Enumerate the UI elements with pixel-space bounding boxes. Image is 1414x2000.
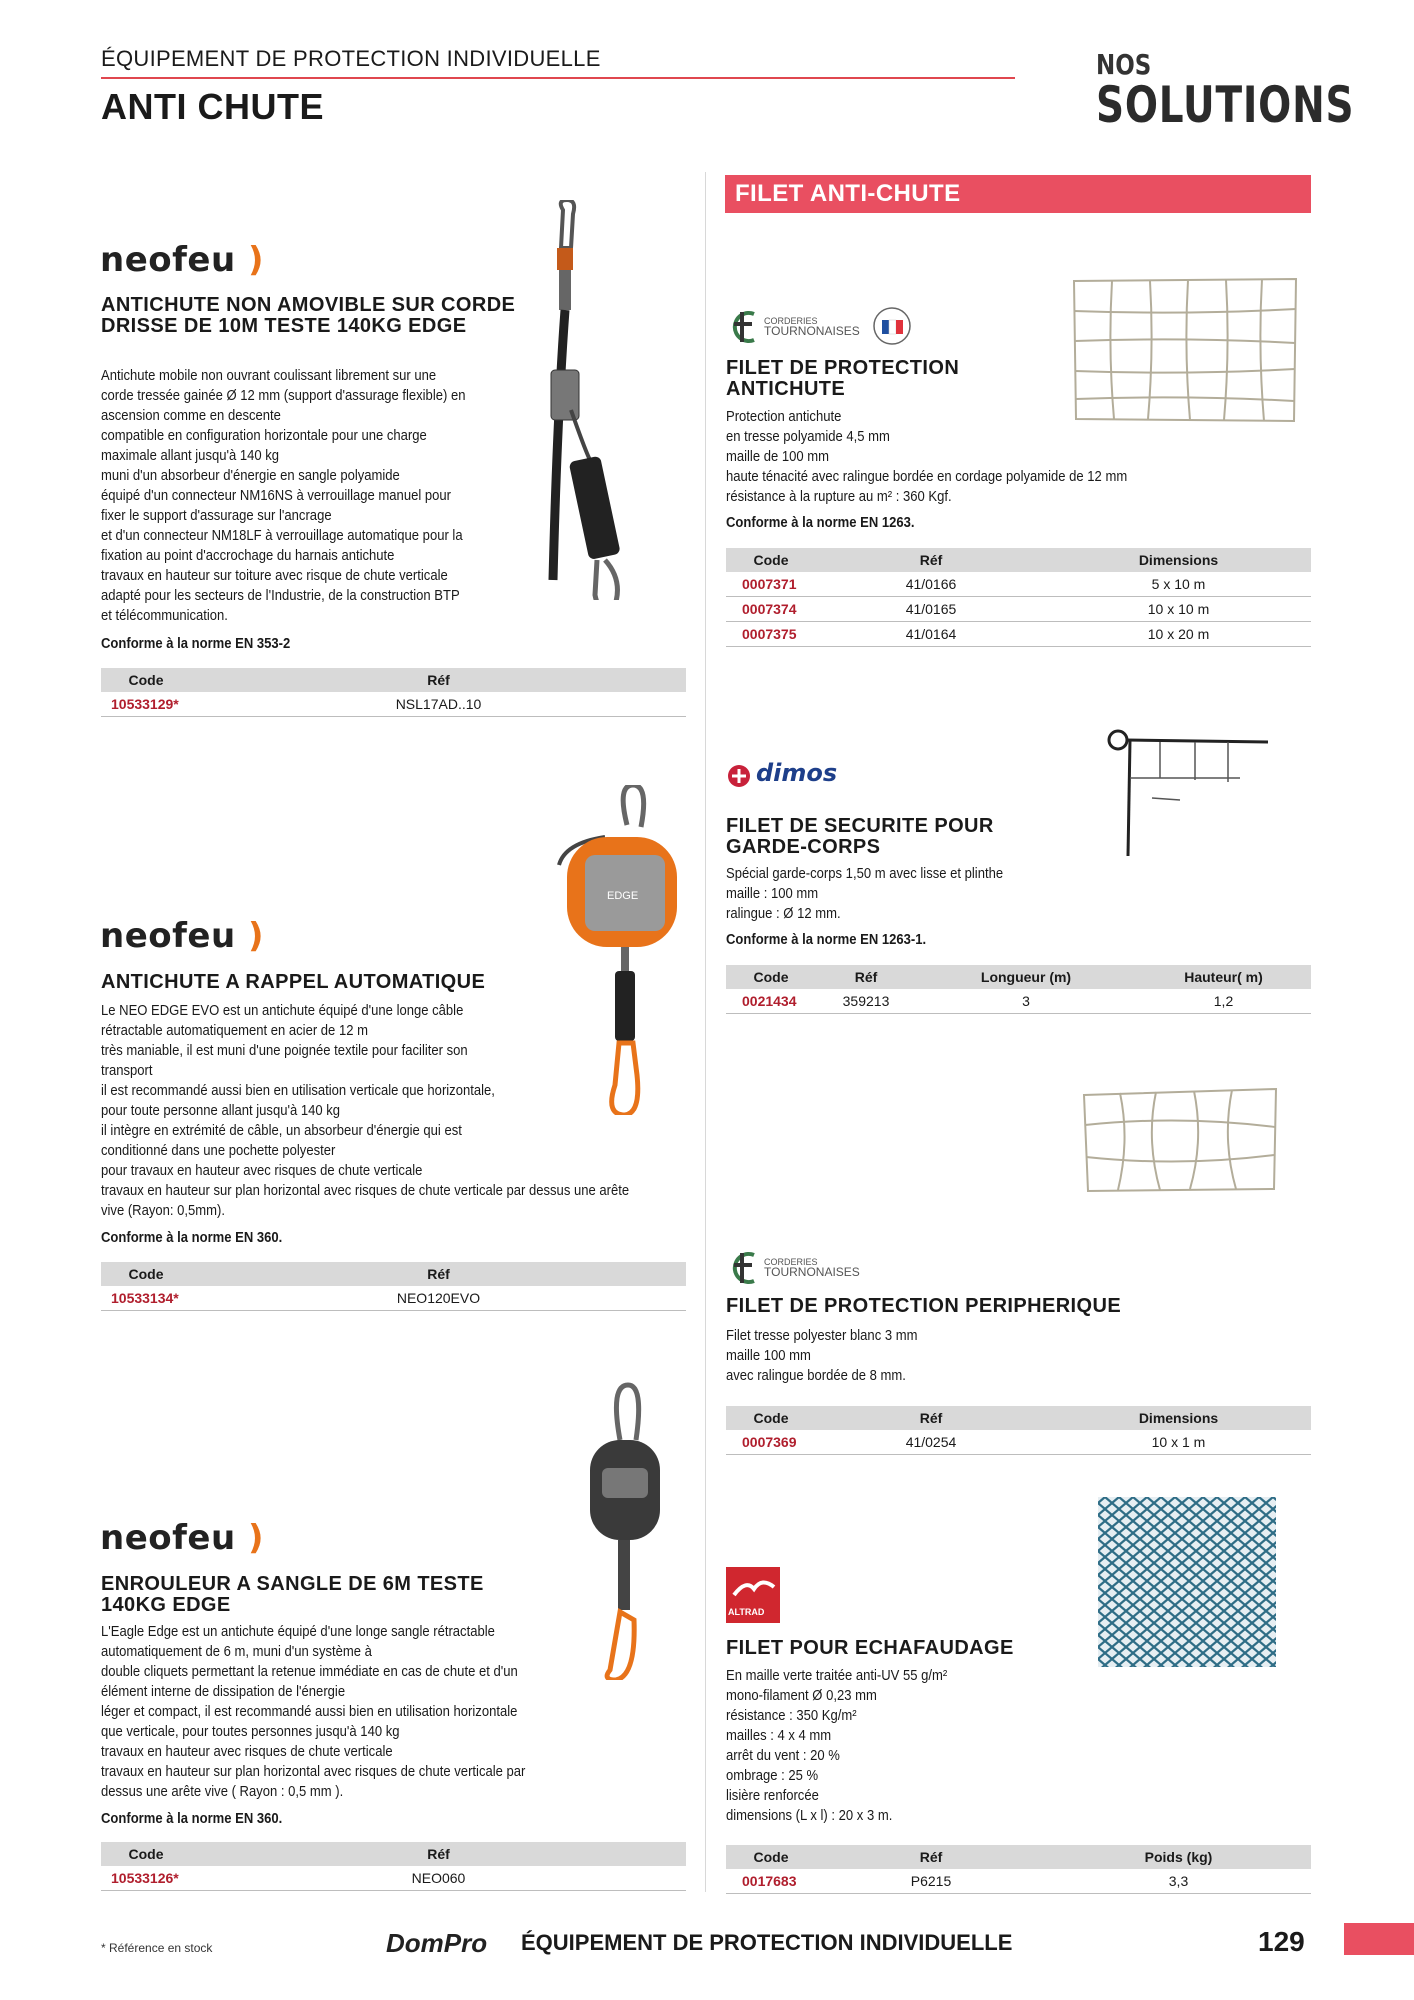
col-header: Réf bbox=[816, 1406, 1046, 1430]
description-line: léger et compact, il est recommandé aussi bien en utilisation horizontale bbox=[101, 1704, 518, 1720]
product-code[interactable]: 0021434 bbox=[726, 989, 816, 1014]
table-row bbox=[101, 1286, 686, 1311]
product-weight: 3,3 bbox=[1046, 1869, 1311, 1894]
neofeu-logo: neofeu ) bbox=[100, 1518, 265, 1558]
description-line: Filet tresse polyester blanc 3 mm bbox=[726, 1328, 918, 1344]
col-header: Code bbox=[726, 1406, 816, 1430]
description-line: dessus une arête vive ( Rayon : 0,5 mm ). bbox=[101, 1784, 344, 1800]
description-line: il est recommandé aussi bien en utilisation verticale que horizontale, bbox=[101, 1083, 495, 1099]
column-divider bbox=[705, 172, 706, 1892]
description-line: corde tressée gainée Ø 12 mm (support d'assurage flexible) en bbox=[101, 388, 466, 404]
col-header: Hauteur( m) bbox=[1136, 965, 1311, 989]
product-norm: Conforme à la norme EN 1263. bbox=[726, 515, 915, 531]
col-header: Code bbox=[101, 668, 191, 692]
product-ref: P6215 bbox=[816, 1869, 1046, 1894]
col-header: Réf bbox=[816, 965, 916, 989]
product-length: 3 bbox=[916, 989, 1136, 1014]
description-line: résistance : 350 Kg/m² bbox=[726, 1708, 857, 1724]
dompro-logo: DomPro bbox=[386, 1928, 488, 1958]
footer-category: ÉQUIPEMENT DE PROTECTION INDIVIDUELLE bbox=[521, 1930, 1013, 1955]
col-header: Réf bbox=[816, 548, 1046, 572]
description-line: maille : 100 mm bbox=[726, 886, 819, 902]
description-line: très maniable, il est muni d'une poignée textile pour faciliter son bbox=[101, 1043, 468, 1059]
description-line: mono-filament Ø 0,23 mm bbox=[726, 1688, 877, 1704]
col-header: Dimensions bbox=[1046, 1406, 1311, 1430]
table-row bbox=[726, 597, 1311, 622]
product-description bbox=[726, 407, 1158, 507]
page-title: ANTI CHUTE bbox=[101, 86, 324, 127]
description-line: travaux en hauteur avec risques de chute verticale bbox=[101, 1744, 393, 1760]
description-line: il intègre en extrémité de câble, un absorbeur d'énergie qui est bbox=[101, 1123, 462, 1139]
description-line: mailles : 4 x 4 mm bbox=[726, 1728, 832, 1744]
product-description bbox=[726, 1326, 1068, 1386]
peripheral-net-image bbox=[1080, 1085, 1280, 1195]
product-description bbox=[726, 864, 1068, 924]
table-row bbox=[101, 692, 686, 717]
product-code[interactable]: 10533126* bbox=[101, 1866, 191, 1891]
product-title: FILET POUR ECHAFAUDAGE bbox=[726, 1637, 1014, 1659]
description-line: haute ténacité avec ralingue bordée en cordage polyamide de 12 mm bbox=[726, 469, 1128, 485]
description-line: transport bbox=[101, 1063, 153, 1079]
description-line: double cliquets permettant la retenue immédiate en cas de chute et d'un bbox=[101, 1664, 518, 1680]
description-line: pour toute personne allant jusqu'à 140 kg bbox=[101, 1103, 341, 1119]
made-in-france-badge-icon bbox=[872, 306, 912, 346]
description-line: ralingue : Ø 12 mm. bbox=[726, 906, 841, 922]
description-line: ombrage : 25 % bbox=[726, 1768, 819, 1784]
description-line: muni d'un absorbeur d'énergie en sangle polyamide bbox=[101, 468, 400, 484]
product-table bbox=[101, 668, 686, 717]
product-dimensions: 10 x 20 m bbox=[1046, 622, 1311, 647]
product-table bbox=[726, 1845, 1311, 1894]
table-row bbox=[726, 989, 1311, 1014]
col-header: Réf bbox=[191, 668, 686, 692]
description-line: travaux en hauteur sur toiture avec risque de chute verticale bbox=[101, 568, 448, 584]
description-line: que verticale, pour toutes personnes jusqu'à 140 kg bbox=[101, 1724, 400, 1740]
description-line: et d'un connecteur NM18LF à verrouillage automatique pour la bbox=[101, 528, 463, 544]
product-dimensions: 10 x 10 m bbox=[1046, 597, 1311, 622]
section-banner: FILET ANTI-CHUTE bbox=[725, 175, 1311, 213]
product-ref: NEO060 bbox=[191, 1866, 686, 1891]
product-ref: 41/0164 bbox=[816, 622, 1046, 647]
description-line: ascension comme en descente bbox=[101, 408, 281, 424]
product-table bbox=[101, 1262, 686, 1311]
col-header: Poids (kg) bbox=[1046, 1845, 1311, 1869]
product-title: ANTICHUTE A RAPPEL AUTOMATIQUE bbox=[101, 971, 486, 993]
table-row bbox=[726, 1869, 1311, 1894]
product-code[interactable]: 0017683 bbox=[726, 1869, 816, 1894]
product-code[interactable]: 0007374 bbox=[726, 597, 816, 622]
product-table bbox=[726, 965, 1311, 1014]
retractable-lifeline-image bbox=[545, 785, 695, 1115]
description-line: fixation au point d'accrochage du harnais antichute bbox=[101, 548, 395, 564]
product-title: FILET DE SECURITE POUR GARDE-CORPS bbox=[726, 815, 994, 858]
description-line: maille 100 mm bbox=[726, 1348, 811, 1364]
product-code[interactable]: 0007371 bbox=[726, 572, 816, 597]
svg-text:EDGE: EDGE bbox=[607, 890, 639, 902]
product-height: 1,2 bbox=[1136, 989, 1311, 1014]
description-line: vive (Rayon: 0,5mm). bbox=[101, 1203, 226, 1219]
col-header: Longueur (m) bbox=[916, 965, 1136, 989]
description-line: Protection antichute bbox=[726, 409, 842, 425]
description-line: L'Eagle Edge est un antichute équipé d'une longe sangle rétractable bbox=[101, 1624, 495, 1640]
product-table bbox=[726, 548, 1311, 647]
table-row bbox=[726, 622, 1311, 647]
product-code[interactable]: 0007369 bbox=[726, 1430, 816, 1455]
col-header: Réf bbox=[191, 1262, 686, 1286]
product-code[interactable]: 10533129* bbox=[101, 692, 191, 717]
nos-label: NOS bbox=[1096, 48, 1152, 81]
col-header: Code bbox=[101, 1842, 191, 1866]
col-header: Réf bbox=[816, 1845, 1046, 1869]
description-line: conditionné dans une pochette polyester bbox=[101, 1143, 336, 1159]
product-ref: 41/0165 bbox=[816, 597, 1046, 622]
product-norm: Conforme à la norme EN 360. bbox=[101, 1230, 283, 1246]
product-code[interactable]: 10533134* bbox=[101, 1286, 191, 1311]
col-header: Réf bbox=[191, 1842, 686, 1866]
table-row bbox=[726, 572, 1311, 597]
description-line: Spécial garde-corps 1,50 m avec lisse et plinthe bbox=[726, 866, 1004, 882]
product-code[interactable]: 0007375 bbox=[726, 622, 816, 647]
product-description bbox=[101, 1622, 569, 1802]
product-title: ANTICHUTE NON AMOVIBLE SUR CORDE DRISSE DE 10M TESTE 140KG EDGE bbox=[101, 294, 516, 337]
description-line: compatible en configuration horizontale pour une charge bbox=[101, 428, 427, 444]
guardrail-net-image bbox=[1100, 728, 1270, 858]
neofeu-logo: neofeu ) bbox=[100, 240, 265, 280]
description-line: rétractable automatiquement en acier de 12 m bbox=[101, 1023, 368, 1039]
product-description bbox=[101, 366, 497, 626]
product-norm: Conforme à la norme EN 353-2 bbox=[101, 636, 291, 652]
description-line: automatiquement de 6 m, muni d'un système à bbox=[101, 1644, 372, 1660]
description-line: Antichute mobile non ouvrant coulissant librement sur une bbox=[101, 368, 437, 384]
product-table bbox=[101, 1842, 686, 1891]
description-line: dimensions (L x l) : 20 x 3 m. bbox=[726, 1808, 893, 1824]
antichute-rope-image bbox=[505, 200, 685, 600]
col-header: Dimensions bbox=[1046, 548, 1311, 572]
product-title: FILET DE PROTECTION PERIPHERIQUE bbox=[726, 1295, 1122, 1317]
description-line: résistance à la rupture au m² : 360 Kgf. bbox=[726, 489, 952, 505]
product-ref: NEO120EVO bbox=[191, 1286, 686, 1311]
product-norm: Conforme à la norme EN 1263-1. bbox=[726, 932, 927, 948]
antichute-net-image bbox=[1070, 275, 1300, 425]
description-line: maille de 100 mm bbox=[726, 449, 829, 465]
page-tab bbox=[1344, 1923, 1414, 1955]
product-dimensions: 5 x 10 m bbox=[1046, 572, 1311, 597]
description-line: En maille verte traitée anti-UV 55 g/m² bbox=[726, 1668, 948, 1684]
col-header: Code bbox=[726, 965, 816, 989]
product-ref: 41/0254 bbox=[816, 1430, 1046, 1455]
category-label: ÉQUIPEMENT DE PROTECTION INDIVIDUELLE bbox=[101, 46, 601, 71]
description-line: et télécommunication. bbox=[101, 608, 228, 624]
product-description bbox=[726, 1666, 1068, 1826]
product-ref: 359213 bbox=[816, 989, 916, 1014]
description-line: en tresse polyamide 4,5 mm bbox=[726, 429, 890, 445]
description-line: adapté pour les secteurs de l'Industrie, de la construction BTP bbox=[101, 588, 460, 604]
description-line: lisière renforcée bbox=[726, 1788, 819, 1804]
description-line: arrêt du vent : 20 % bbox=[726, 1748, 840, 1764]
description-line: travaux en hauteur sur plan horizontal avec risques de chute verticale par bbox=[101, 1764, 526, 1780]
description-line: équipé d'un connecteur NM16NS à verrouillage manuel pour bbox=[101, 488, 451, 504]
table-row bbox=[726, 1430, 1311, 1455]
description-line: avec ralingue bordée de 8 mm. bbox=[726, 1368, 906, 1384]
page-number: 129 bbox=[1258, 1926, 1305, 1957]
description-line: travaux en hauteur sur plan horizontal avec risques de chute verticale par dessus une arête bbox=[101, 1183, 630, 1199]
product-norm: Conforme à la norme EN 360. bbox=[101, 1811, 283, 1827]
altrad-logo: ALTRAD bbox=[726, 1567, 780, 1623]
product-ref: NSL17AD..10 bbox=[191, 692, 686, 717]
description-line: élément interne de dissipation de l'énergie bbox=[101, 1684, 346, 1700]
description-line: maximale allant jusqu'à 140 kg bbox=[101, 448, 280, 464]
description-line: fixer le support d'assurage sur l'ancrage bbox=[101, 508, 332, 524]
description-line: pour travaux en hauteur avec risques de chute verticale bbox=[101, 1163, 423, 1179]
table-row bbox=[101, 1866, 686, 1891]
header-divider bbox=[101, 77, 1015, 79]
product-dimensions: 10 x 1 m bbox=[1046, 1430, 1311, 1455]
description-line: Le NEO EDGE EVO est un antichute équipé d'une longe câble bbox=[101, 1003, 464, 1019]
col-header: Code bbox=[726, 548, 816, 572]
neofeu-logo: neofeu ) bbox=[100, 916, 265, 956]
product-title: ENROULEUR A SANGLE DE 6M TESTE 140KG EDGE bbox=[101, 1573, 484, 1616]
solutions-label: SOLUTIONS bbox=[1096, 76, 1355, 134]
product-table bbox=[726, 1406, 1311, 1455]
webbing-retractable-image bbox=[580, 1380, 690, 1680]
col-header: Code bbox=[726, 1845, 816, 1869]
stock-note: * Référence en stock bbox=[101, 1941, 213, 1955]
col-header: Code bbox=[101, 1262, 191, 1286]
product-title: FILET DE PROTECTION ANTICHUTE bbox=[726, 357, 960, 400]
product-ref: 41/0166 bbox=[816, 572, 1046, 597]
